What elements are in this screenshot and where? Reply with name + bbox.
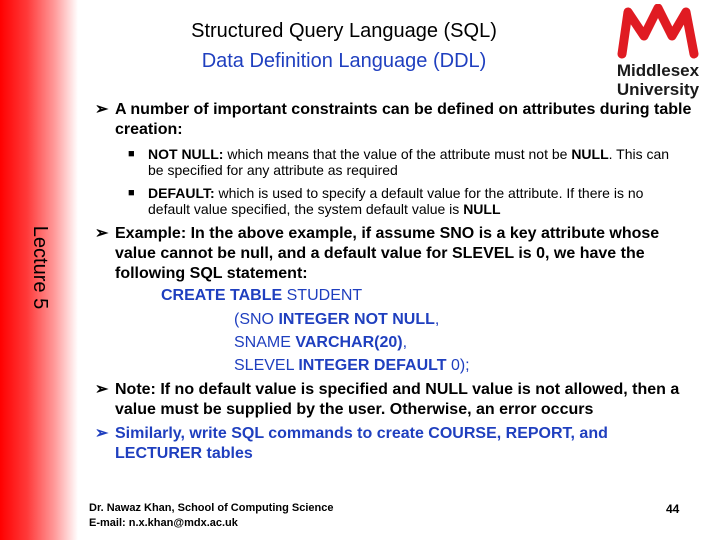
keyword: NULL [571, 146, 609, 162]
square-bullet-icon: ■ [128, 148, 135, 160]
sql-keyword: INTEGER DEFAULT [298, 357, 447, 374]
bullet-note [95, 380, 695, 420]
arrow-bullet-icon: ➢ [95, 425, 109, 442]
lecture-label [20, 212, 60, 322]
logo-text-line1: Middlesex [616, 61, 700, 80]
sub-bullet-text [128, 185, 688, 217]
sql-text: (SNO [234, 311, 279, 328]
text-run: which is used to specify a default value for the attribute. If there is no default value specified, the system default value is [148, 185, 644, 217]
text-run: Note: If no default value is specified and [115, 381, 426, 398]
sql-keyword: CREATE TABLE [161, 287, 283, 304]
footer-email: E-mail: n.x.khan@mdx.ac.uk [89, 517, 238, 529]
sub-bullet-default [128, 185, 688, 217]
page-number: 44 [666, 502, 680, 516]
keyword: NULL [463, 201, 501, 217]
university-logo [608, 4, 708, 104]
keyword: NOT NULL: [148, 146, 224, 162]
logo-mark-icon [614, 4, 702, 60]
keyword: NULL [425, 381, 468, 398]
bullet-exercise [95, 424, 695, 464]
slide-title: Structured Query Language (SQL) [191, 20, 497, 42]
bullet-text: A number of important constraints can be defined on attributes during table creation: [115, 101, 692, 138]
code-line-3 [234, 332, 407, 354]
sub-bullet-not-null [128, 146, 688, 178]
bullet-text: Similarly, write SQL commands to create COURSE, REPORT, and LECTURER tables [115, 425, 608, 462]
sql-text: 0); [446, 357, 470, 374]
sql-text: SLEVEL [234, 357, 299, 374]
text-run: which means that the value of the attribute must not be [223, 146, 572, 162]
code-line-4 [234, 355, 470, 377]
sql-keyword: VARCHAR(20) [295, 334, 403, 351]
sql-text: STUDENT [282, 287, 363, 304]
square-bullet-icon: ■ [128, 187, 135, 199]
bullet-text: Example: In the above example, if assume SNO is a key attribute whose value cannot be null, and a default value for SLEVEL is 0, we have the following SQL statement: [115, 225, 660, 282]
footer-author [89, 501, 333, 531]
bullet-constraints [95, 100, 695, 140]
text-run: . This can be specified for any attribute as required [148, 146, 670, 178]
text-run: value is not allowed, then a value must be supplied by the user. Otherwise, an error occurs [115, 381, 680, 418]
logo-text-line2: University [616, 80, 700, 99]
code-line-2 [234, 309, 439, 331]
bullet-example [95, 224, 695, 284]
footer-name: Dr. Nawaz Khan, School of Computing Science [89, 502, 334, 514]
keyword: DEFAULT: [148, 185, 215, 201]
lecture-label-text: Lecture 5 [29, 225, 52, 309]
arrow-bullet-icon: ➢ [95, 101, 109, 118]
sql-text: SNAME [234, 334, 296, 351]
code-line-1 [161, 285, 362, 307]
arrow-bullet-icon: ➢ [95, 225, 109, 242]
sql-keyword: INTEGER NOT NULL [278, 311, 435, 328]
bullet-text [95, 380, 695, 420]
sql-text: , [434, 311, 440, 328]
arrow-bullet-icon: ➢ [95, 381, 109, 398]
slide-subtitle: Data Definition Language (DDL) [201, 50, 487, 72]
sub-bullet-text [128, 146, 688, 178]
sql-text: , [402, 334, 408, 351]
